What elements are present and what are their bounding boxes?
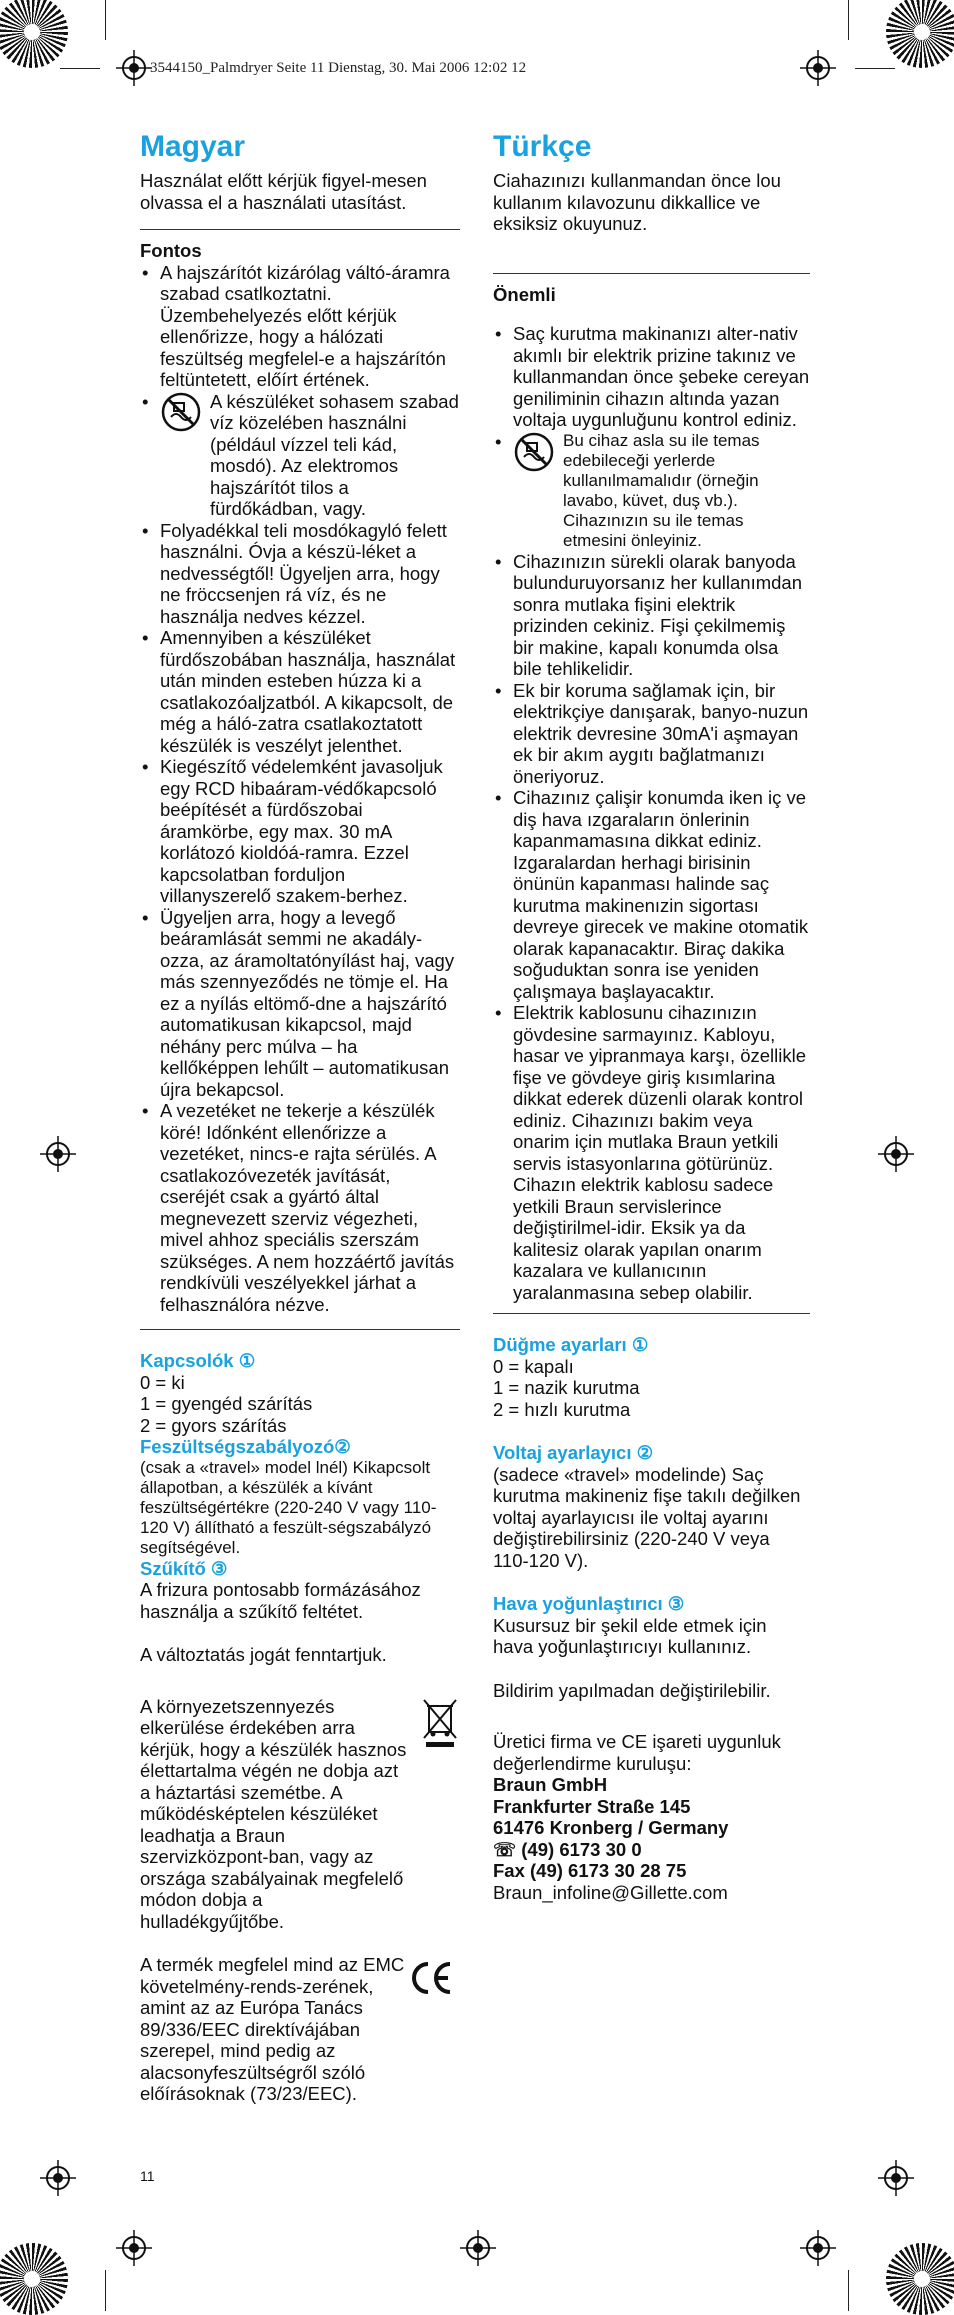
voltage-heading: Feszültségszabályozó②: [140, 1436, 351, 1457]
nozzle-text: Kusursuz bir şekil elde etmek için hava yoğunlaştırıcıyı kullanınız.: [493, 1614, 767, 1657]
divider: [493, 1313, 810, 1314]
nozzle-heading: Szűkítő ③: [140, 1557, 228, 1579]
company-phone: ☏ (49) 6173 30 0: [493, 1838, 642, 1860]
switches-heading: Kapcsolók ①: [140, 1350, 256, 1371]
crosshair-icon: [460, 2230, 496, 2266]
registration-wheel-top-left: [0, 0, 68, 68]
emc-text: A termék megfelel mind az EMC követelmény-rends-zerének, amint az az Európa Tanács 89/336/EEC direktívájában szerepel, mind pedig az alacsonyfeszültségről szóló előírásoknak (73/23/EEC).: [140, 1954, 405, 2104]
setting-item: 2 = gyors szárítás: [140, 1414, 287, 1436]
environment-notice: [140, 1696, 460, 1933]
emc-notice: [140, 1954, 460, 2105]
list-item-text: • A készüléket sohasem szabad víz közelében használni (például vízzel teli kád, mosdó). Az elektromos hajszárítót tilos a fürdőkádban, vagy.: [210, 390, 459, 519]
list-item: • Ügyeljen arra, hogy a levegő beáramlását semmi ne akadály-ozza, az áramoltatónyílást haj, vagy más szennyeződés ne tömje el. Ha ez a nyílás eltömő-dne a hajszárító automatikusan kikapcsol, majd néhány perc múlva – ha kellőképpen lehűlt – automatikusan újra bekapcsol.: [140, 907, 460, 1101]
environment-text: A környezetszennyezés elkerülése érdekében arra kérjük, hogy a készülék hasznos élettartalma végén ne dobja azt a háztartási szemétbe. A működésképtelen készüléket leadhatja a Braun szervizközpont-ban, vagy az országa szabályainak megfelelő módon dobja a hulladékgyűjtőbe.: [140, 1695, 407, 1932]
section-title-hungarian: Magyar: [140, 130, 246, 163]
crossed-bin-icon: [420, 1696, 460, 1748]
column-turkish: [493, 130, 810, 1903]
print-header: 3544150_Palmdryer Seite 11 Dienstag, 30. Mai 2006 12:02 12: [150, 60, 527, 76]
list-item: • Folyadékkal teli mosdókagyló felett használni. Óvja a készü-léket a nedvességtől! Ügyeljen arra, hogy ne fröccsenjen rá víz, és ne használja nedves kézzel.: [140, 520, 460, 628]
intro-text: Használat előtt kérjük figyel-mesen olvassa el a használati utasítást.: [140, 170, 427, 213]
setting-item: 1 = nazik kurutma: [493, 1377, 640, 1398]
registration-wheel-bottom-right: [886, 2243, 954, 2315]
crosshair-icon: [40, 2160, 76, 2196]
crosshair-icon: [116, 2230, 152, 2266]
change-note: A változtatás jogát fenntartjuk.: [140, 1644, 387, 1665]
setting-item: 0 = ki: [140, 1371, 185, 1393]
list-item: • Elektrik kablosunu cihazınızın gövdesine sarmayınız. Kabloyu, hasar ve yipranmaya karşı, özellikle fişe ve gövdeye giriş kısımlarina dikkat ederek düzenli olarak kontrol ediniz. Cihazınızı bakim veya onarim için mutlaka Braun yetkili servis istasyonlarına götürünüz. Cihazın elektrik kablosu sadece yetkili Braun servislerince değiştirilmel-idir. Eksik ya da kalitesiz olarak yapılan onarım kazalara ve kullanıcının yaralanmasına sebep olabilir.: [493, 1002, 810, 1303]
list-item: [140, 391, 460, 520]
list-item: • Amennyiben a készüléket fürdőszobában használja, használat után minden esteben húzza ki a csatlakozóaljzatból. A kikapcsolt, de még a háló-zatra csatlakoztatott készülék is veszélyt jelenthet.: [140, 627, 460, 756]
list-item: • A vezetéket ne tekerje a készülék köré! Időnként ellenőrizze a vezetéket, nincs-e rajta sérülés. A csatlakozóvezeték javítását, cseréjét csak a gyártó által megnevezett szerviz végezheti, mivel ahhoz speciális szerszám szükséges. A nem hozzáértő javítás rendkívüli veszélyekkel járhat a felhasználóra nézve.: [140, 1100, 460, 1315]
setting-item: 2 = hızlı kurutma: [493, 1398, 631, 1420]
setting-item: 1 = gyengéd szárítás: [140, 1393, 313, 1414]
crosshair-icon: [878, 2160, 914, 2196]
list-item: • Kiegészítő védelemként javasoljuk egy RCD hibaáram-védőkapcsoló beépítését a fürdőszobai áramkörbe, egy max. 30 mA korlátozó kioldóá-ramra. Ezzel kapcsolatban forduljon villanyszerelő szakem-berhez.: [140, 756, 460, 907]
registration-wheel-bottom-left: [0, 2243, 68, 2315]
list-item: • Cihazınız çalişir konumda iken iç ve diş hava ızgaraların önlerinin kapanmamasına dikkat ediniz. Izgaralardan herhagi birisinin önünün kapanması halinde saç kurutma makinenızin sigortası devreye girecek ve makine otomatik olarak kapanacaktır. Biraç dakika soğuduktan sonra ise yeniden çalışmaya başlayacaktır.: [493, 787, 810, 1002]
voltage-text: (csak a «travel» model lnél) Kikapcsolt állapotban, a készülék a kívánt feszültségértékre (220-240 V vagy 110-120 V) állítható a feszült-ségszabályzó segítségével.: [140, 1457, 437, 1557]
manufacturer-intro: Üretici firma ve CE işareti uygunluk değerlendirme kuruluşu:: [493, 1731, 781, 1774]
registration-wheel-top-right: [886, 0, 954, 68]
crosshair-icon: [800, 2230, 836, 2266]
ce-mark-icon: [408, 1958, 454, 1998]
section-title-turkish: Türkçe: [493, 130, 592, 163]
column-hungarian: [140, 130, 460, 2105]
list-item: • Cihazınızın sürekli olarak banyoda bulunduruyorsanız her kullanımdan sonra mutlaka fişini elektrik prizinden cekiniz. Fişi çekilmemiş bir makine, kapalı konumda olsa bile tehlikelidir.: [493, 551, 810, 680]
intro-text: Ciahazınızı kullanmandan önce lou kullanım kılavozunu dikkallice ve eksiksiz okuyunuz.: [493, 170, 781, 234]
no-water-warning-icon: [513, 431, 555, 473]
list-item: • Saç kurutma makinanızı alter-nativ akımlı bir elektrik prizine takınız ve kullanmandan önce şebeke cereyan geniliminin cihazın altında yazan voltaja uygunluğunu kontrol ediniz.: [493, 323, 810, 431]
company-street: Frankfurter Straße 145: [493, 1795, 691, 1817]
important-heading: Önemli: [493, 283, 556, 305]
page-number: 11: [140, 2168, 155, 2184]
list-item: • Ek bir koruma sağlamak için, bir elektrikçiye danışarak, banyo-nuzun elektrik devresine 30mA'i aşmayan ek bir akım aygıtı bağlatmanızı öneriyoruz.: [493, 680, 810, 788]
setting-item: 0 = kapalı: [493, 1355, 574, 1377]
important-heading: Fontos: [140, 240, 202, 261]
switches-heading: Düğme ayarları ①: [493, 1334, 649, 1355]
divider: [140, 1329, 460, 1330]
company-name: Braun GmbH: [493, 1774, 608, 1795]
company-email: Braun_infoline@Gillette.com: [493, 1881, 728, 1903]
divider: [140, 229, 460, 230]
safety-list: [140, 262, 460, 1316]
list-item: [493, 431, 810, 551]
crop-mark: [60, 68, 100, 69]
switch-settings: [140, 1372, 460, 1437]
company-city: 61476 Kronberg / Germany: [493, 1817, 729, 1838]
crop-mark: [848, 0, 849, 40]
list-item: • A hajszárítót kizárólag váltó-áramra szabad csatlkoztatni. Üzembehelyezés előtt kérjük ellenőrizze, hogy a hálózati feszültség megfelel-e a hajszárítón feltüntetett, előírt értének.: [140, 262, 460, 391]
safety-list: [493, 323, 810, 1303]
crop-mark: [848, 2270, 849, 2311]
crop-mark: [105, 2270, 106, 2311]
crosshair-icon: [878, 1136, 914, 1172]
voltage-heading: Voltaj ayarlayıcı ②: [493, 1442, 654, 1463]
crop-mark: [105, 0, 106, 40]
divider: [493, 273, 810, 274]
switch-settings: [493, 1356, 810, 1421]
nozzle-heading: Hava yoğunlaştırıcı ③: [493, 1593, 685, 1614]
change-note: Bildirim yapılmadan değiştirilebilir.: [493, 1679, 771, 1701]
list-item-text: • Bu cihaz asla su ile temas edebileceği yerlerde kullanılmamalıdır (örneğin lavabo, küvet, duş vb.). Cihazınızın su ile temas etmesini önleyiniz.: [563, 430, 760, 550]
crosshair-icon: [800, 50, 836, 86]
voltage-text: (sadece «travel» modelinde) Saç kurutma makineniz fişe takılı değilken voltaj ayarlayıcısı ile voltaj ayarını değiştirebilirsiniz (220-240 V veya 110-120 V).: [493, 1463, 801, 1571]
crosshair-icon: [116, 50, 152, 86]
no-water-warning-icon: [160, 391, 202, 433]
company-fax: Fax (49) 6173 30 28 75: [493, 1860, 687, 1881]
crop-mark: [855, 68, 895, 69]
crosshair-icon: [40, 1136, 76, 1172]
nozzle-text: A frizura pontosabb formázásához használja a szűkítő feltétet.: [140, 1579, 421, 1622]
